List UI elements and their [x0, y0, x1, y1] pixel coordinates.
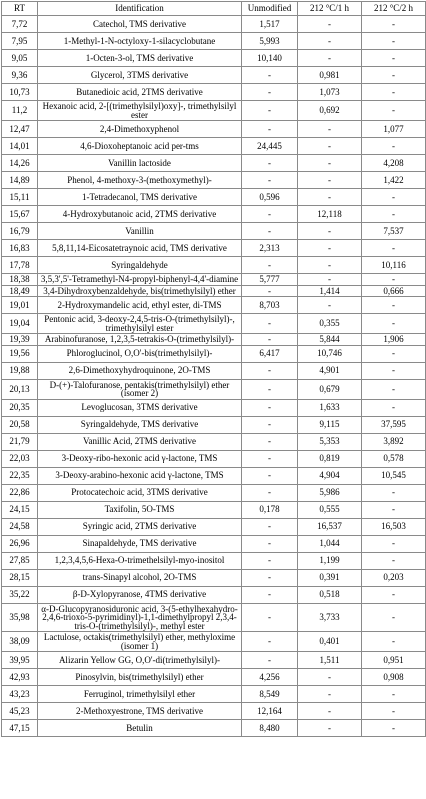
- cell-212c-2h: -: [362, 484, 426, 501]
- table-row: [2, 720, 426, 737]
- cell-rt: 19,88: [2, 362, 38, 379]
- cell-212c-1h: -: [298, 686, 362, 703]
- cell-rt: 7,95: [2, 33, 38, 50]
- table-row: [2, 33, 426, 50]
- cell-identification: 2-Methoxyestrone, TMS derivative: [38, 703, 242, 720]
- cell-rt: 28,15: [2, 569, 38, 586]
- cell-212c-1h: 0,518: [298, 586, 362, 603]
- cell-212c-1h: 4,904: [298, 467, 362, 484]
- cell-unmodified: -: [242, 101, 298, 121]
- cell-212c-2h: -: [362, 67, 426, 84]
- cell-unmodified: -: [242, 314, 298, 334]
- cell-212c-2h: -: [362, 274, 426, 286]
- cell-rt: 18,38: [2, 274, 38, 286]
- cell-identification: 3-Deoxy-arabino-hexonic acid γ-lactone, TMS: [38, 467, 242, 484]
- cell-unmodified: -: [242, 155, 298, 172]
- cell-rt: 24,15: [2, 501, 38, 518]
- cell-identification: D-(+)-Talofuranose, pentakis(trimethylsilyl) ether (isomer 2): [38, 379, 242, 399]
- cell-identification: Lactulose, octakis(trimethylsilyl) ether, methyloxime (isomer 1): [38, 632, 242, 652]
- cell-212c-1h: 1,511: [298, 652, 362, 669]
- cell-unmodified: -: [242, 632, 298, 652]
- cell-212c-2h: -: [362, 101, 426, 121]
- cell-unmodified: 5,993: [242, 33, 298, 50]
- cell-212c-1h: 1,073: [298, 84, 362, 101]
- header-row: [2, 2, 426, 16]
- table-row: [2, 686, 426, 703]
- cell-212c-1h: -: [298, 172, 362, 189]
- cell-212c-2h: -: [362, 686, 426, 703]
- cell-rt: 21,79: [2, 433, 38, 450]
- cell-212c-1h: -: [298, 669, 362, 686]
- cell-unmodified: -: [242, 172, 298, 189]
- cell-212c-2h: -: [362, 603, 426, 632]
- cell-212c-1h: 0,679: [298, 379, 362, 399]
- cell-212c-1h: 4,901: [298, 362, 362, 379]
- cell-212c-1h: 3,733: [298, 603, 362, 632]
- cell-identification: Catechol, TMS derivative: [38, 16, 242, 33]
- cell-identification: 3,4-Dihydroxybenzaldehyde, bis(trimethylsilyl) ether: [38, 285, 242, 297]
- table-row: [2, 552, 426, 569]
- cell-212c-2h: -: [362, 240, 426, 257]
- cell-212c-2h: 10,116: [362, 257, 426, 274]
- cell-unmodified: 8,703: [242, 297, 298, 314]
- cell-rt: 19,04: [2, 314, 38, 334]
- cell-rt: 10,73: [2, 84, 38, 101]
- cell-identification: Vanillic Acid, 2TMS derivative: [38, 433, 242, 450]
- table-body: [2, 16, 426, 737]
- table-row: [2, 703, 426, 720]
- table-row: [2, 501, 426, 518]
- cell-unmodified: -: [242, 433, 298, 450]
- header-212c-1h: 212 °C/1 h: [298, 2, 362, 16]
- cell-unmodified: -: [242, 603, 298, 632]
- cell-212c-1h: 12,118: [298, 206, 362, 223]
- cell-identification: 1,2,3,4,5,6-Hexa-O-trimethelsilyl-myo-inositol: [38, 552, 242, 569]
- cell-unmodified: 8,549: [242, 686, 298, 703]
- cell-rt: 22,35: [2, 467, 38, 484]
- cell-unmodified: -: [242, 257, 298, 274]
- cell-212c-2h: 3,892: [362, 433, 426, 450]
- cell-unmodified: -: [242, 84, 298, 101]
- table-row: [2, 155, 426, 172]
- cell-unmodified: 1,517: [242, 16, 298, 33]
- cell-unmodified: -: [242, 399, 298, 416]
- cell-rt: 43,23: [2, 686, 38, 703]
- cell-identification: Alizarin Yellow GG, O,O'-di(trimethylsilyl)-: [38, 652, 242, 669]
- cell-rt: 20,35: [2, 399, 38, 416]
- cell-212c-2h: 0,908: [362, 669, 426, 686]
- cell-212c-2h: -: [362, 314, 426, 334]
- cell-identification: Phloroglucinol, O,O'-bis(trimethylsilyl)-: [38, 345, 242, 362]
- table-row: [2, 603, 426, 632]
- table-row: [2, 652, 426, 669]
- cell-rt: 45,23: [2, 703, 38, 720]
- cell-rt: 17,78: [2, 257, 38, 274]
- cell-identification: 2,4-Dimethoxyphenol: [38, 121, 242, 138]
- cell-unmodified: 5,777: [242, 274, 298, 286]
- cell-identification: Pinosylvin, bis(trimethylsilyl) ether: [38, 669, 242, 686]
- cell-212c-1h: 0,355: [298, 314, 362, 334]
- cell-identification: Arabinofuranose, 1,2,3,5-tetrakis-O-(trimethylsilyl)-: [38, 334, 242, 346]
- header-212c-2h: 212 °C/2 h: [362, 2, 426, 16]
- table-row: [2, 450, 426, 467]
- header-rt: RT: [2, 2, 38, 16]
- cell-212c-2h: 1,906: [362, 334, 426, 346]
- table-row: [2, 16, 426, 33]
- cell-identification: 1-Methyl-1-N-octyloxy-1-silacyclobutane: [38, 33, 242, 50]
- cell-identification: α-D-Glucopyranosiduronic acid, 3-(5-ethylhexahydro-2,4,6-trioxo-5-pyrimidinyl)-1,1-dimethylpropyl 2,3,4-tris-O-(trimethylsilyl)-, methyl ester: [38, 603, 242, 632]
- cell-212c-1h: 0,981: [298, 67, 362, 84]
- table-row: [2, 189, 426, 206]
- cell-212c-2h: -: [362, 552, 426, 569]
- table-row: [2, 362, 426, 379]
- table-row: [2, 345, 426, 362]
- cell-identification: 2,6-Dimethoxyhydroquinone, 2O-TMS: [38, 362, 242, 379]
- cell-rt: 20,13: [2, 379, 38, 399]
- cell-rt: 18,49: [2, 285, 38, 297]
- cell-212c-2h: -: [362, 297, 426, 314]
- cell-rt: 19,39: [2, 334, 38, 346]
- cell-212c-2h: -: [362, 703, 426, 720]
- cell-212c-1h: 0,391: [298, 569, 362, 586]
- cell-212c-2h: -: [362, 189, 426, 206]
- cell-212c-1h: 9,115: [298, 416, 362, 433]
- cell-rt: 19,01: [2, 297, 38, 314]
- cell-212c-2h: 10,545: [362, 467, 426, 484]
- cell-212c-2h: -: [362, 84, 426, 101]
- cell-unmodified: 2,313: [242, 240, 298, 257]
- cell-unmodified: -: [242, 223, 298, 240]
- cell-identification: Syringaldehyde: [38, 257, 242, 274]
- table-row: [2, 285, 426, 297]
- cell-rt: 39,95: [2, 652, 38, 669]
- cell-rt: 14,01: [2, 138, 38, 155]
- cell-identification: Butanedioic acid, 2TMS derivative: [38, 84, 242, 101]
- table-row: [2, 101, 426, 121]
- table-row: [2, 467, 426, 484]
- cell-212c-2h: 0,203: [362, 569, 426, 586]
- table-row: [2, 274, 426, 286]
- cell-212c-1h: 0,692: [298, 101, 362, 121]
- table-row: [2, 399, 426, 416]
- cell-212c-2h: 0,578: [362, 450, 426, 467]
- compound-table: [1, 1, 426, 737]
- cell-212c-1h: -: [298, 155, 362, 172]
- cell-212c-1h: -: [298, 720, 362, 737]
- cell-unmodified: -: [242, 484, 298, 501]
- cell-212c-2h: -: [362, 586, 426, 603]
- table-row: [2, 138, 426, 155]
- cell-unmodified: -: [242, 67, 298, 84]
- cell-212c-2h: -: [362, 345, 426, 362]
- cell-rt: 22,86: [2, 484, 38, 501]
- cell-212c-1h: -: [298, 121, 362, 138]
- cell-unmodified: -: [242, 121, 298, 138]
- table-row: [2, 314, 426, 334]
- table-row: [2, 84, 426, 101]
- cell-212c-1h: 1,199: [298, 552, 362, 569]
- cell-212c-1h: -: [298, 257, 362, 274]
- cell-identification: Sinapaldehyde, TMS derivative: [38, 535, 242, 552]
- table-row: [2, 257, 426, 274]
- cell-unmodified: 4,256: [242, 669, 298, 686]
- table-row: [2, 297, 426, 314]
- cell-identification: Syringaldehyde, TMS derivative: [38, 416, 242, 433]
- cell-identification: Vanillin lactoside: [38, 155, 242, 172]
- cell-rt: 35,98: [2, 603, 38, 632]
- cell-identification: 3,5,3',5'-Tetramethyl-N4-propyl-biphenyl-4,4'-diamine: [38, 274, 242, 286]
- table-row: [2, 569, 426, 586]
- cell-212c-1h: -: [298, 240, 362, 257]
- cell-identification: Glycerol, 3TMS derivative: [38, 67, 242, 84]
- cell-unmodified: 6,417: [242, 345, 298, 362]
- table-row: [2, 518, 426, 535]
- cell-unmodified: -: [242, 586, 298, 603]
- cell-identification: β-D-Xylopyranose, 4TMS derivative: [38, 586, 242, 603]
- table-row: [2, 240, 426, 257]
- cell-unmodified: 12,164: [242, 703, 298, 720]
- table-row: [2, 172, 426, 189]
- cell-rt: 26,96: [2, 535, 38, 552]
- table-row: [2, 67, 426, 84]
- cell-212c-2h: 37,595: [362, 416, 426, 433]
- cell-rt: 20,58: [2, 416, 38, 433]
- cell-identification: Protocatechoic acid, 3TMS derivative: [38, 484, 242, 501]
- table-row: [2, 433, 426, 450]
- cell-rt: 14,89: [2, 172, 38, 189]
- cell-212c-1h: -: [298, 50, 362, 67]
- cell-212c-2h: -: [362, 16, 426, 33]
- table-row: [2, 334, 426, 346]
- cell-identification: 2-Hydroxymandelic acid, ethyl ester, di-TMS: [38, 297, 242, 314]
- cell-rt: 16,83: [2, 240, 38, 257]
- cell-212c-1h: 0,401: [298, 632, 362, 652]
- header-identification: Identification: [38, 2, 242, 16]
- cell-212c-1h: 5,353: [298, 433, 362, 450]
- cell-rt: 12,47: [2, 121, 38, 138]
- cell-212c-2h: -: [362, 206, 426, 223]
- cell-212c-1h: -: [298, 16, 362, 33]
- cell-identification: 5,8,11,14-Eicosatetraynoic acid, TMS derivative: [38, 240, 242, 257]
- cell-212c-1h: 10,746: [298, 345, 362, 362]
- cell-212c-2h: -: [362, 50, 426, 67]
- cell-unmodified: -: [242, 535, 298, 552]
- cell-unmodified: -: [242, 362, 298, 379]
- cell-212c-2h: 7,537: [362, 223, 426, 240]
- table-row: [2, 50, 426, 67]
- cell-212c-2h: -: [362, 501, 426, 518]
- cell-identification: Phenol, 4-methoxy-3-(methoxymethyl)-: [38, 172, 242, 189]
- cell-rt: 7,72: [2, 16, 38, 33]
- cell-212c-2h: -: [362, 535, 426, 552]
- cell-identification: 4-Hydroxybutanoic acid, 2TMS derivative: [38, 206, 242, 223]
- cell-rt: 42,93: [2, 669, 38, 686]
- cell-212c-2h: -: [362, 720, 426, 737]
- cell-unmodified: -: [242, 518, 298, 535]
- cell-212c-1h: 1,414: [298, 285, 362, 297]
- cell-212c-1h: -: [298, 33, 362, 50]
- cell-unmodified: 24,445: [242, 138, 298, 155]
- cell-212c-2h: 1,422: [362, 172, 426, 189]
- cell-212c-1h: 0,555: [298, 501, 362, 518]
- cell-212c-1h: 0,819: [298, 450, 362, 467]
- cell-rt: 35,22: [2, 586, 38, 603]
- cell-212c-2h: 0,666: [362, 285, 426, 297]
- cell-rt: 24,58: [2, 518, 38, 535]
- cell-identification: 4,6-Dioxoheptanoic acid per-tms: [38, 138, 242, 155]
- cell-identification: Taxifolin, 5O-TMS: [38, 501, 242, 518]
- cell-212c-1h: -: [298, 189, 362, 206]
- table-row: [2, 484, 426, 501]
- cell-unmodified: -: [242, 416, 298, 433]
- cell-212c-2h: 0,951: [362, 652, 426, 669]
- table-row: [2, 632, 426, 652]
- cell-rt: 38,09: [2, 632, 38, 652]
- cell-identification: 1-Tetradecanol, TMS derivative: [38, 189, 242, 206]
- cell-212c-1h: 1,044: [298, 535, 362, 552]
- table-row: [2, 669, 426, 686]
- cell-212c-2h: -: [362, 33, 426, 50]
- cell-identification: Ferruginol, trimethylsilyl ether: [38, 686, 242, 703]
- cell-212c-1h: 5,986: [298, 484, 362, 501]
- table-row: [2, 121, 426, 138]
- cell-unmodified: -: [242, 450, 298, 467]
- cell-unmodified: -: [242, 552, 298, 569]
- cell-identification: Syringic acid, 2TMS derivative: [38, 518, 242, 535]
- table-header: [2, 2, 426, 16]
- cell-identification: Betulin: [38, 720, 242, 737]
- cell-rt: 9,36: [2, 67, 38, 84]
- cell-212c-1h: 16,537: [298, 518, 362, 535]
- cell-212c-2h: -: [362, 138, 426, 155]
- cell-212c-1h: -: [298, 274, 362, 286]
- cell-unmodified: 8,480: [242, 720, 298, 737]
- cell-212c-2h: -: [362, 362, 426, 379]
- cell-identification: Hexanoic acid, 2-[(trimethylsilyl)oxy]-, trimethylsilyl ester: [38, 101, 242, 121]
- cell-212c-1h: -: [298, 223, 362, 240]
- cell-212c-2h: 4,208: [362, 155, 426, 172]
- cell-identification: 1-Octen-3-ol, TMS derivative: [38, 50, 242, 67]
- cell-unmodified: -: [242, 206, 298, 223]
- cell-unmodified: -: [242, 334, 298, 346]
- cell-identification: Vanillin: [38, 223, 242, 240]
- cell-identification: Pentonic acid, 3-deoxy-2,4,5-tris-O-(trimethylsilyl)-, trimethylsilyl ester: [38, 314, 242, 334]
- cell-rt: 14,26: [2, 155, 38, 172]
- table-row: [2, 206, 426, 223]
- table-row: [2, 416, 426, 433]
- cell-rt: 15,67: [2, 206, 38, 223]
- cell-identification: Levoglucosan, 3TMS derivative: [38, 399, 242, 416]
- cell-rt: 19,56: [2, 345, 38, 362]
- cell-unmodified: -: [242, 652, 298, 669]
- cell-rt: 22,03: [2, 450, 38, 467]
- cell-212c-1h: -: [298, 138, 362, 155]
- table-row: [2, 586, 426, 603]
- table-row: [2, 223, 426, 240]
- cell-identification: trans-Sinapyl alcohol, 2O-TMS: [38, 569, 242, 586]
- cell-rt: 9,05: [2, 50, 38, 67]
- cell-212c-1h: -: [298, 703, 362, 720]
- table-row: [2, 535, 426, 552]
- cell-212c-2h: -: [362, 632, 426, 652]
- cell-rt: 11,2: [2, 101, 38, 121]
- cell-rt: 47,15: [2, 720, 38, 737]
- header-unmodified: Unmodified: [242, 2, 298, 16]
- cell-unmodified: -: [242, 379, 298, 399]
- cell-rt: 16,79: [2, 223, 38, 240]
- cell-unmodified: 0,178: [242, 501, 298, 518]
- cell-identification: 3-Deoxy-ribo-hexonic acid γ-lactone, TMS: [38, 450, 242, 467]
- cell-212c-2h: 1,077: [362, 121, 426, 138]
- cell-unmodified: -: [242, 285, 298, 297]
- cell-rt: 27,85: [2, 552, 38, 569]
- cell-rt: 15,11: [2, 189, 38, 206]
- cell-212c-2h: -: [362, 379, 426, 399]
- cell-212c-1h: 1,633: [298, 399, 362, 416]
- cell-212c-2h: 16,503: [362, 518, 426, 535]
- table-row: [2, 379, 426, 399]
- cell-unmodified: -: [242, 467, 298, 484]
- cell-212c-2h: -: [362, 399, 426, 416]
- cell-212c-1h: 5,844: [298, 334, 362, 346]
- cell-unmodified: 0,596: [242, 189, 298, 206]
- cell-unmodified: -: [242, 569, 298, 586]
- cell-212c-1h: -: [298, 297, 362, 314]
- cell-unmodified: 10,140: [242, 50, 298, 67]
